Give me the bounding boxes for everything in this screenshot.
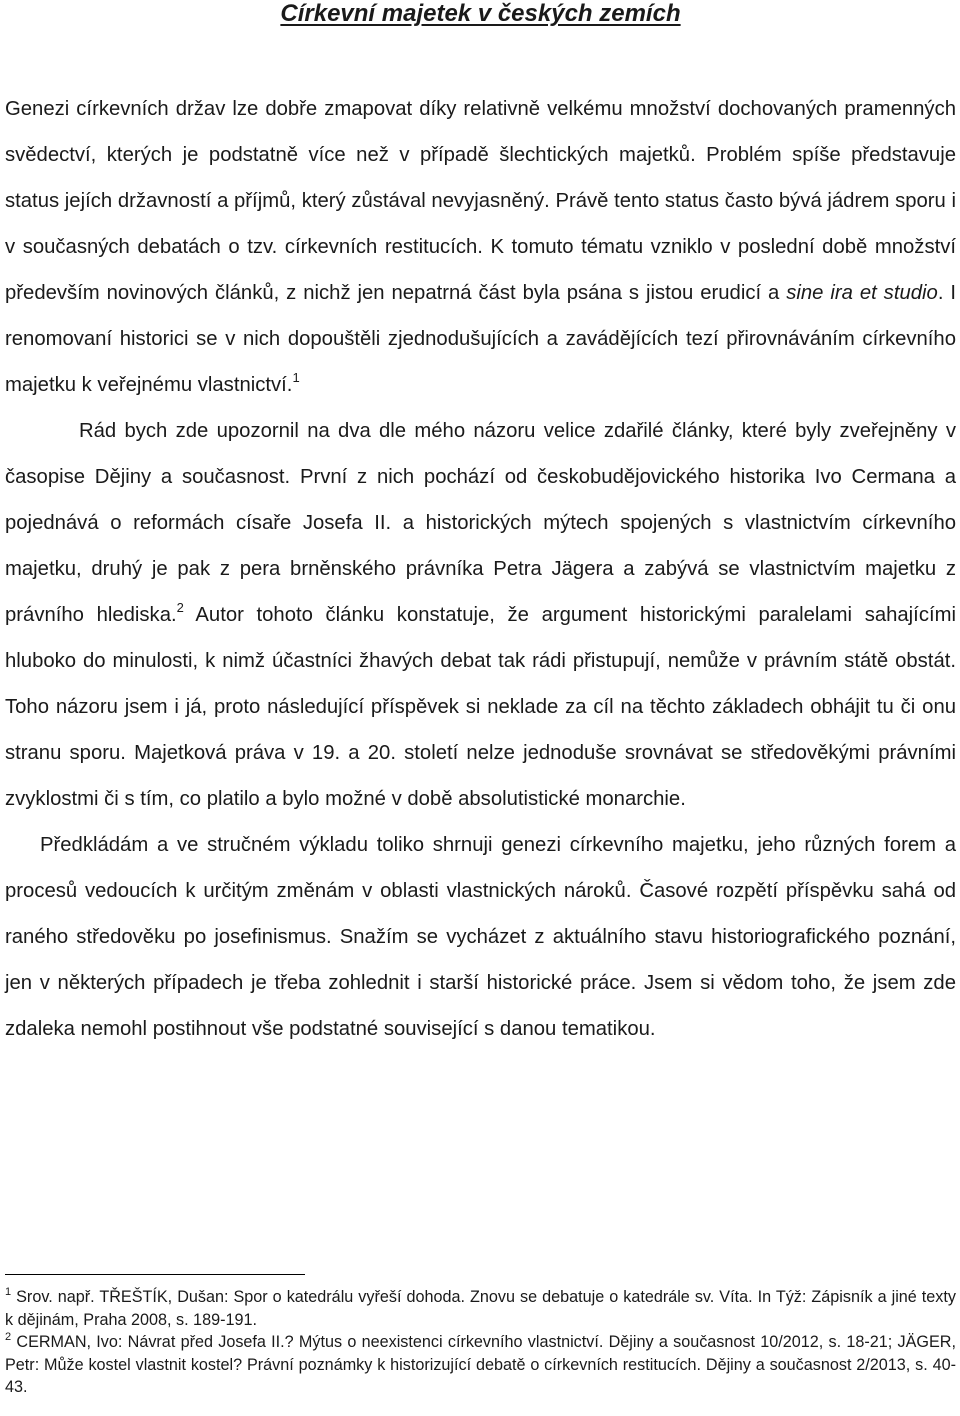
paragraph-3	[5, 822, 956, 1052]
paragraph-1-text-b: . I renomovaní historici se v nich dopouštěli zjednodušujících a zavádějících tezí přirovnáváním církevního majetku k veřejnému vlastnictví.	[5, 282, 957, 396]
paragraph-1	[5, 86, 956, 408]
footnote-1	[5, 1286, 956, 1331]
footnotes	[5, 1286, 956, 1399]
footnote-2-text: CERMAN, Ivo: Návrat před Josefa II.? Mýtus o neexistenci církevního vlastnictví. Dějiny a současnost 10/2012, s. 18-21; JÄGER, Petr: Může kostel vlastnit kostel? Právní poznámky k historizující debatě o církevních restitucích. Dějiny a současnost 2/2013, s. 40-43.	[5, 1333, 956, 1397]
footnote-ref-1[interactable]: 1	[292, 370, 300, 385]
footnote-1-text: Srov. např. TŘEŠTÍK, Dušan: Spor o katedrálu vyřeší dohoda. Znovu se debatuje o katedrále sv. Víta. In Týž: Zápisník a jiné texty k dějinám, Praha 2008, s. 189-191.	[5, 1288, 956, 1329]
footnote-2	[5, 1331, 956, 1399]
footnote-2-number: 2	[5, 1331, 12, 1344]
document-body	[5, 86, 956, 1052]
footnote-separator	[5, 1274, 305, 1275]
paragraph-2-text-a: Rád bych zde upozornil na dva dle mého názoru velice zdařilé články, které byly zveřejněny v časopise Dějiny a současnost. První z nich pochází od českobudějovického historika Ivo Cermana a pojednává o reformách císaře Josefa II. a historických mýtech spojených s vlastnictvím církevního majetku, druhý je pak z pera brněnského právníka Petra Jägera a zabývá se vlastnictvím majetku z právního hlediska.	[5, 420, 956, 626]
paragraph-3-text: Předkládám a ve stručném výkladu toliko shrnuji genezi církevního majetku, jeho různých forem a procesů vedoucích k určitým změnám v oblasti vlastnických nároků. Časové rozpětí příspěvku sahá od raného středověku po josefinismus. Snažím se vycházet z aktuálního stavu historiografického poznání, jen v některých případech je třeba zohlednit i starší historické práce. Jsem si vědom toho, že jsem zde zdaleka nemohl postihnout vše podstatné související s danou tematikou.	[5, 834, 956, 1040]
latin-phrase: sine ira et studio	[786, 282, 938, 304]
paragraph-1-text-a: Genezi církevních držav lze dobře zmapovat díky relativně velkému množství dochovaných pramenných svědectví, kterých je podstatně více než v případě šlechtických majetků. Problém spíše představuje status jejích državností a příjmů, který zůstával nevyjasněný. Právě tento status často bývá jádrem sporu i v současných debatách o tzv. církevních restitucích. K tomuto tématu vzniklo v poslední době množství především novinových článků, z nichž jen nepatrná část byla psána s jistou erudicí a	[5, 98, 956, 304]
paragraph-2-text-b: Autor tohoto článku konstatuje, že argument historickými paralelami sahajícími hluboko do minulosti, k nimž účastníci žhavých debat tak rádi přistupují, nemůže v právním státě obstát. Toho názoru jsem i já, proto následující příspěvek si neklade za cíl na těchto základech obhájit tu či onu stranu sporu. Majetková práva v 19. a 20. století nelze jednoduše srovnávat se středověkými právními zvyklostmi či s tím, co platilo a bylo možné v době absolutistické monarchie.	[5, 604, 956, 810]
footnote-1-number: 1	[5, 1286, 12, 1298]
document-page	[5, 0, 957, 1397]
document-title: Církevní majetek v českých zemích	[280, 0, 681, 27]
footnote-ref-2[interactable]: 2	[176, 600, 184, 615]
paragraph-2	[5, 408, 956, 822]
